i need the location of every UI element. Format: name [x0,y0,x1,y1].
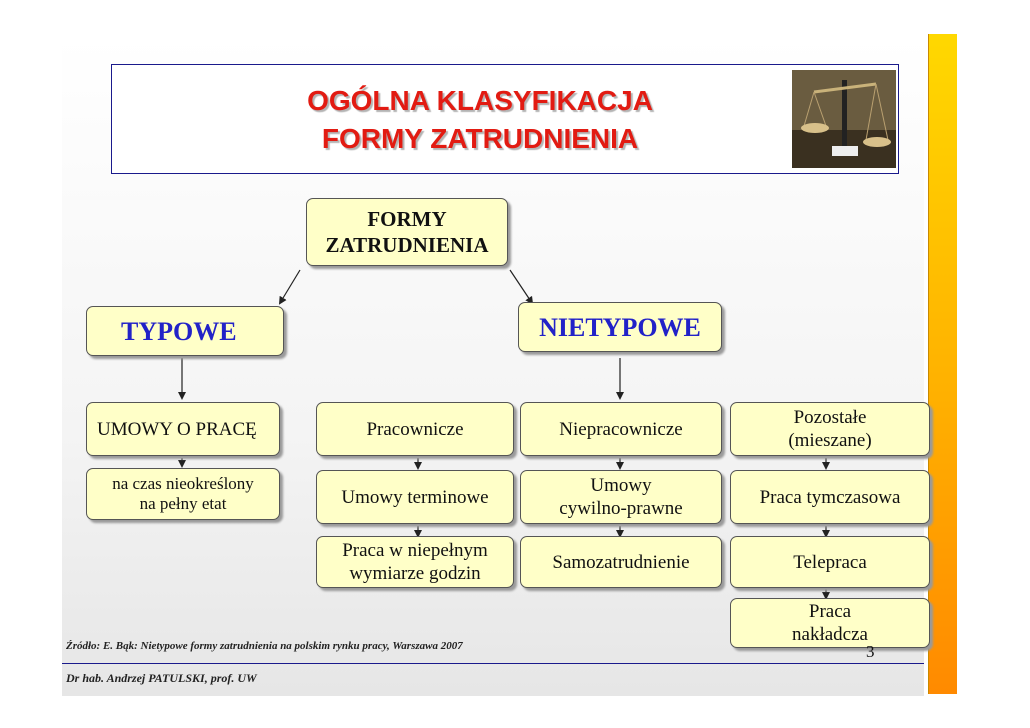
nietypowe-label: NIETYPOWE [539,312,701,342]
node-niepracownicze [520,402,722,456]
cywilno-line-2: cywilno-prawne [559,498,683,519]
node-praca-nakladcza [730,598,930,648]
root-line-1: FORMY [367,207,447,231]
node-umowy-o-prace [86,402,280,456]
node-pozostale [730,402,930,456]
root-line-2: ZATRUDNIENIA [325,233,489,257]
nakladcza-line-2: nakładcza [792,624,868,645]
niepelny-line-1: Praca w niepełnym [342,540,488,561]
source-citation: Źródło: E. Bąk: Nietypowe formy zatrudnienia na polskim rynku pracy, Warszawa 2007 [66,640,463,652]
node-telepraca [730,536,930,588]
node-typowe [86,306,284,356]
niepracownicze-label: Niepracownicze [559,418,683,440]
pozostale-line-1: Pozostałe [793,407,867,428]
na-czas-line-1: na czas nieokreślony [112,474,254,493]
umowy-terminowe-label: Umowy terminowe [341,486,489,508]
node-nietypowe [518,302,722,352]
node-umowy-cywilno-prawne [520,470,722,524]
page-number: 3 [866,642,875,661]
tymczasowa-label: Praca tymczasowa [759,486,901,508]
author-footer: Dr hab. Andrzej PATULSKI, prof. UW [66,671,257,685]
title-line-2: FORMY ZATRUDNIENIA [321,123,639,154]
nakladcza-line-1: Praca [808,601,852,622]
node-formy-zatrudnienia [306,198,508,266]
node-na-czas-nieokreslony [86,468,280,520]
footer-divider [62,663,924,664]
niepelny-line-2: wymiarze godzin [349,563,481,584]
pozostale-line-2: (mieszane) [788,430,872,451]
typowe-label: TYPOWE [121,316,237,346]
telepraca-label: Telepraca [793,551,867,573]
node-samozatrudnienie [520,536,722,588]
umowy-o-prace-label: UMOWY O PRACĘ [97,418,257,440]
node-praca-tymczasowa [730,470,930,524]
pracownicze-label: Pracownicze [366,418,464,440]
cywilno-line-1: Umowy [590,475,652,496]
samozatrudnienie-label: Samozatrudnienie [552,551,690,573]
node-umowy-terminowe [316,470,514,524]
title-line-1: OGÓLNA KLASYFIKACJA [307,85,653,116]
node-niepelny-wymiar [316,536,514,588]
node-pracownicze [316,402,514,456]
na-czas-line-2: na pełny etat [139,494,227,513]
